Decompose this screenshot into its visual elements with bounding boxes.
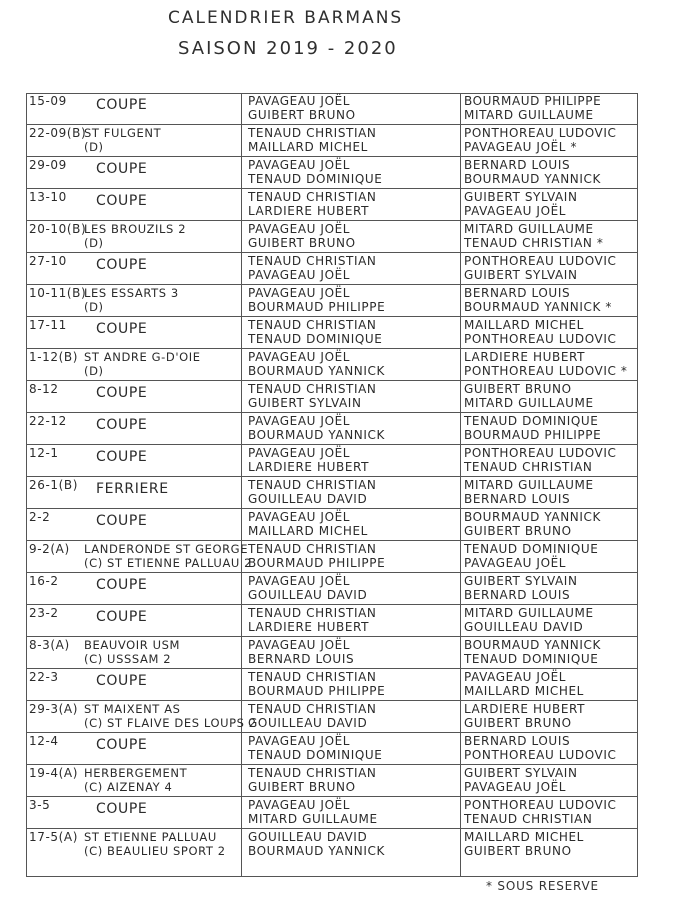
page-title: CALENDRIER BARMANS xyxy=(168,8,404,28)
match-event xyxy=(84,702,257,730)
barman-name: GUIBERT BRUNO xyxy=(248,108,356,122)
match-event xyxy=(96,802,147,817)
barman-name: TENAUD CHRISTIAN xyxy=(248,542,377,556)
barman-pair-1 xyxy=(248,382,377,410)
barman-name: PAVAGEAU JOËL xyxy=(464,204,567,218)
event-line: ST MAIXENT AS xyxy=(84,702,181,716)
event-line: (D) xyxy=(84,300,104,314)
table-row xyxy=(26,221,638,253)
barman-name: BOURMAUD PHILIPPE xyxy=(248,300,386,314)
barman-pair-1 xyxy=(248,798,378,826)
table-row xyxy=(26,509,638,541)
event-line: ST ANDRE G-D'OIE xyxy=(84,350,201,364)
table-row xyxy=(26,253,638,285)
barman-pair-2 xyxy=(464,606,594,634)
barman-name: BOURMAUD YANNICK xyxy=(248,844,385,858)
barman-name: TENAUD CHRISTIAN * xyxy=(464,236,604,250)
barman-name: BERNARD LOUIS xyxy=(464,492,571,506)
event-line: COUPE xyxy=(96,801,148,817)
barman-pair-2 xyxy=(464,446,616,474)
event-line: (D) xyxy=(84,364,104,378)
barman-pair-2 xyxy=(464,830,584,858)
barman-name: PAVAGEAU JOËL xyxy=(464,556,567,570)
barman-name: GUIBERT SYLVAIN xyxy=(464,268,578,282)
barman-name: BERNARD LOUIS xyxy=(248,652,355,666)
barman-pair-1 xyxy=(248,766,377,794)
barman-name: PAVAGEAU JOËL xyxy=(248,222,351,236)
match-event xyxy=(84,222,186,250)
barman-pair-2 xyxy=(464,574,578,602)
match-event xyxy=(96,674,147,689)
barman-name: GUIBERT BRUNO xyxy=(464,716,572,730)
footnote: * SOUS RESERVE xyxy=(486,879,599,893)
barman-name: TENAUD CHRISTIAN xyxy=(248,670,377,684)
barman-name: GUIBERT BRUNO xyxy=(464,524,572,538)
barman-name: PAVAGEAU JOËL xyxy=(248,734,351,748)
table-row xyxy=(26,733,638,765)
match-date: 22-3 xyxy=(29,670,59,684)
event-line: (C) ST ETIENNE PALLUAU 2 xyxy=(84,556,253,570)
match-event xyxy=(96,258,147,273)
event-line: COUPE xyxy=(96,257,148,273)
table-row xyxy=(26,317,638,349)
barman-name: MITARD GUILLAUME xyxy=(464,108,594,122)
match-event xyxy=(96,578,147,593)
barman-name: TENAUD CHRISTIAN xyxy=(248,702,377,716)
match-event xyxy=(84,638,180,666)
table-row xyxy=(26,829,638,877)
barman-name: TENAUD DOMINIQUE xyxy=(464,652,599,666)
barman-name: PAVAGEAU JOËL xyxy=(248,350,351,364)
barman-name: GUIBERT SYLVAIN xyxy=(464,766,578,780)
barman-name: PONTHOREAU LUDOVIC * xyxy=(464,364,628,378)
match-event xyxy=(96,514,147,529)
barman-name: PAVAGEAU JOËL xyxy=(464,670,567,684)
barman-name: MAILLARD MICHEL xyxy=(248,524,368,538)
match-date: 1-12(B) xyxy=(29,350,79,364)
barman-pair-1 xyxy=(248,222,356,250)
barman-name: LARDIERE HUBERT xyxy=(464,702,586,716)
barman-pair-1 xyxy=(248,318,382,346)
barman-name: PONTHOREAU LUDOVIC xyxy=(464,254,617,268)
barman-name: PONTHOREAU LUDOVIC xyxy=(464,126,617,140)
barman-name: BOURMAUD YANNICK xyxy=(464,638,601,652)
match-date: 20-10(B) xyxy=(29,222,87,236)
table-row xyxy=(26,477,638,509)
barman-name: BOURMAUD PHILIPPE xyxy=(464,428,602,442)
barman-pair-2 xyxy=(464,766,578,794)
barman-pair-1 xyxy=(248,158,382,186)
match-date: 9-2(A) xyxy=(29,542,70,556)
barman-name: TENAUD CHRISTIAN xyxy=(248,126,377,140)
barman-name: PONTHOREAU LUDOVIC xyxy=(464,748,617,762)
match-event xyxy=(84,766,187,794)
barman-name: MITARD GUILLAUME xyxy=(248,812,378,826)
match-event xyxy=(84,126,161,154)
event-line: (D) xyxy=(84,140,104,154)
barman-name: GUIBERT SYLVAIN xyxy=(464,190,578,204)
event-line: ST FULGENT xyxy=(84,126,162,140)
event-line: COUPE xyxy=(96,321,148,337)
table-row xyxy=(26,93,638,125)
table-row xyxy=(26,701,638,733)
barman-pair-1 xyxy=(248,446,369,474)
barman-pair-2 xyxy=(464,318,616,346)
event-line: COUPE xyxy=(96,193,148,209)
barman-name: TENAUD CHRISTIAN xyxy=(248,766,377,780)
match-date: 23-2 xyxy=(29,606,59,620)
barman-name: MAILLARD MICHEL xyxy=(464,684,584,698)
barman-name: PAVAGEAU JOËL xyxy=(248,446,351,460)
barman-name: BERNARD LOUIS xyxy=(464,588,571,602)
barman-name: TENAUD CHRISTIAN xyxy=(248,318,377,332)
event-line: (C) USSSAM 2 xyxy=(84,652,172,666)
barman-name: PAVAGEAU JOËL xyxy=(248,268,351,282)
barman-name: TENAUD DOMINIQUE xyxy=(248,748,383,762)
barman-pair-2 xyxy=(464,254,616,282)
table-row xyxy=(26,669,638,701)
barman-name: TENAUD CHRISTIAN xyxy=(464,812,593,826)
barman-pair-1 xyxy=(248,94,356,122)
barman-name: GUIBERT BRUNO xyxy=(248,780,356,794)
barman-pair-2 xyxy=(464,94,601,122)
event-line: ST ETIENNE PALLUAU xyxy=(84,830,217,844)
match-date: 17-5(A) xyxy=(29,830,79,844)
match-date: 15-09 xyxy=(29,94,67,108)
barman-pair-2 xyxy=(464,350,627,378)
barman-name: TENAUD CHRISTIAN xyxy=(248,478,377,492)
event-line: BEAUVOIR USM xyxy=(84,638,181,652)
match-date: 2-2 xyxy=(29,510,51,524)
barman-pair-2 xyxy=(464,478,594,506)
barman-name: LARDIERE HUBERT xyxy=(248,460,370,474)
table-row xyxy=(26,189,638,221)
barman-name: BOURMAUD YANNICK xyxy=(464,172,601,186)
barman-name: TENAUD DOMINIQUE xyxy=(248,332,383,346)
barman-name: PONTHOREAU LUDOVIC xyxy=(464,446,617,460)
event-line: (C) BEAULIEU SPORT 2 xyxy=(84,844,226,858)
barman-pair-2 xyxy=(464,126,616,154)
match-date: 22-09(B) xyxy=(29,126,87,140)
match-date: 3-5 xyxy=(29,798,51,812)
barman-pair-2 xyxy=(464,702,585,730)
barman-name: MITARD GUILLAUME xyxy=(464,396,594,410)
barman-name: GOUILLEAU DAVID xyxy=(248,830,368,844)
barman-name: TENAUD DOMINIQUE xyxy=(464,542,599,556)
match-event xyxy=(96,386,147,401)
match-event xyxy=(96,98,147,113)
barman-name: GOUILLEAU DAVID xyxy=(248,492,368,506)
barman-name: PONTHOREAU LUDOVIC xyxy=(464,798,617,812)
match-date: 12-1 xyxy=(29,446,59,460)
barman-pair-1 xyxy=(248,350,385,378)
barman-name: LARDIERE HUBERT xyxy=(464,350,586,364)
barman-name: PAVAGEAU JOËL xyxy=(248,574,351,588)
table-row xyxy=(26,349,638,381)
event-line: COUPE xyxy=(96,513,148,529)
barman-name: GUIBERT BRUNO xyxy=(464,844,572,858)
event-line: COUPE xyxy=(96,97,148,113)
barman-pair-2 xyxy=(464,798,616,826)
table-row xyxy=(26,605,638,637)
barman-pair-1 xyxy=(248,542,385,570)
match-event xyxy=(96,450,147,465)
match-event xyxy=(84,286,179,314)
match-date: 12-4 xyxy=(29,734,59,748)
barman-name: BOURMAUD YANNICK xyxy=(248,364,385,378)
event-line: COUPE xyxy=(96,161,148,177)
barman-name: BOURMAUD YANNICK xyxy=(248,428,385,442)
match-event xyxy=(84,830,226,858)
barman-pair-1 xyxy=(248,606,377,634)
event-line: LES BROUZILS 2 xyxy=(84,222,187,236)
barman-name: GUIBERT BRUNO xyxy=(248,236,356,250)
match-date: 29-09 xyxy=(29,158,67,172)
barman-name: TENAUD CHRISTIAN xyxy=(248,382,377,396)
barman-pair-2 xyxy=(464,222,604,250)
barman-name: MAILLARD MICHEL xyxy=(248,140,368,154)
barman-name: MAILLARD MICHEL xyxy=(464,830,584,844)
barman-name: MITARD GUILLAUME xyxy=(464,478,594,492)
event-line: FERRIERE xyxy=(96,481,169,497)
table-row xyxy=(26,157,638,189)
table-row xyxy=(26,765,638,797)
season-subtitle: SAISON 2019 - 2020 xyxy=(178,38,398,59)
barman-name: TENAUD DOMINIQUE xyxy=(248,172,383,186)
event-line: COUPE xyxy=(96,609,148,625)
barman-name: PAVAGEAU JOËL xyxy=(248,286,351,300)
match-date: 8-12 xyxy=(29,382,59,396)
barman-pair-1 xyxy=(248,670,385,698)
barman-name: PAVAGEAU JOËL xyxy=(248,94,351,108)
barman-name: TENAUD DOMINIQUE xyxy=(464,414,599,428)
match-event xyxy=(96,738,147,753)
barman-name: TENAUD CHRISTIAN xyxy=(248,606,377,620)
barman-name: BERNARD LOUIS xyxy=(464,286,571,300)
table-row xyxy=(26,285,638,317)
barman-pair-2 xyxy=(464,382,594,410)
barman-name: MAILLARD MICHEL xyxy=(464,318,584,332)
table-row xyxy=(26,573,638,605)
barman-pair-1 xyxy=(248,286,385,314)
match-event xyxy=(84,542,252,570)
barman-name: PAVAGEAU JOËL * xyxy=(464,140,578,154)
barman-pair-2 xyxy=(464,510,601,538)
match-date: 19-4(A) xyxy=(29,766,79,780)
barman-name: BERNARD LOUIS xyxy=(464,734,571,748)
event-line: (C) ST FLAIVE DES LOUPS 2 xyxy=(84,716,257,730)
match-date: 22-12 xyxy=(29,414,67,428)
event-line: (D) xyxy=(84,236,104,250)
barman-pair-1 xyxy=(248,414,385,442)
match-event xyxy=(96,162,147,177)
event-line: LANDERONDE ST GEORGE xyxy=(84,542,249,556)
match-date: 8-3(A) xyxy=(29,638,70,652)
barman-name: PAVAGEAU JOËL xyxy=(248,510,351,524)
barman-name: GUIBERT SYLVAIN xyxy=(248,396,362,410)
barman-pair-2 xyxy=(464,414,601,442)
barman-name: PAVAGEAU JOËL xyxy=(248,798,351,812)
match-date: 27-10 xyxy=(29,254,67,268)
event-line: COUPE xyxy=(96,449,148,465)
barman-pair-1 xyxy=(248,702,377,730)
event-line: HERBERGEMENT xyxy=(84,766,188,780)
match-date: 16-2 xyxy=(29,574,59,588)
event-line: COUPE xyxy=(96,417,148,433)
barman-name: BOURMAUD PHILIPPE xyxy=(248,556,386,570)
match-date: 17-11 xyxy=(29,318,67,332)
barman-name: BOURMAUD YANNICK * xyxy=(464,300,612,314)
barman-pair-1 xyxy=(248,126,377,154)
barman-pair-1 xyxy=(248,510,368,538)
barman-pair-2 xyxy=(464,190,578,218)
event-line: (C) AIZENAY 4 xyxy=(84,780,173,794)
barman-name: GOUILLEAU DAVID xyxy=(464,620,584,634)
barman-pair-1 xyxy=(248,830,385,858)
match-event xyxy=(96,482,169,497)
barman-name: GUIBERT BRUNO xyxy=(464,382,572,396)
barman-pair-2 xyxy=(464,158,601,186)
match-date: 26-1(B) xyxy=(29,478,79,492)
barman-name: BOURMAUD YANNICK xyxy=(464,510,601,524)
barman-name: MITARD GUILLAUME xyxy=(464,606,594,620)
barman-name: TENAUD CHRISTIAN xyxy=(464,460,593,474)
barman-name: BOURMAUD PHILIPPE xyxy=(248,684,386,698)
table-row xyxy=(26,413,638,445)
match-event xyxy=(96,418,147,433)
barman-name: PAVAGEAU JOËL xyxy=(248,414,351,428)
match-event xyxy=(96,610,147,625)
match-event xyxy=(84,350,201,378)
event-line: COUPE xyxy=(96,737,148,753)
barman-name: BERNARD LOUIS xyxy=(464,158,571,172)
table-row xyxy=(26,797,638,829)
barman-name: TENAUD CHRISTIAN xyxy=(248,190,377,204)
barman-name: PAVAGEAU JOËL xyxy=(248,158,351,172)
match-event xyxy=(96,322,147,337)
match-date: 29-3(A) xyxy=(29,702,79,716)
barman-name: PAVAGEAU JOËL xyxy=(464,780,567,794)
barman-pair-2 xyxy=(464,734,616,762)
barman-name: PONTHOREAU LUDOVIC xyxy=(464,332,617,346)
table-row xyxy=(26,637,638,669)
barman-pair-2 xyxy=(464,286,612,314)
match-date: 13-10 xyxy=(29,190,67,204)
table-row xyxy=(26,381,638,413)
barman-name: BOURMAUD PHILIPPE xyxy=(464,94,602,108)
event-line: COUPE xyxy=(96,673,148,689)
barman-name: GOUILLEAU DAVID xyxy=(248,588,368,602)
barman-name: MITARD GUILLAUME xyxy=(464,222,594,236)
barman-name: LARDIERE HUBERT xyxy=(248,204,370,218)
barman-pair-1 xyxy=(248,574,367,602)
barman-pair-1 xyxy=(248,734,382,762)
table-row xyxy=(26,541,638,573)
barman-pair-2 xyxy=(464,670,584,698)
barman-pair-1 xyxy=(248,254,377,282)
barman-pair-2 xyxy=(464,542,598,570)
barman-name: TENAUD CHRISTIAN xyxy=(248,254,377,268)
barman-name: GOUILLEAU DAVID xyxy=(248,716,368,730)
barman-pair-2 xyxy=(464,638,601,666)
match-event xyxy=(96,194,147,209)
barman-name: PAVAGEAU JOËL xyxy=(248,638,351,652)
event-line: COUPE xyxy=(96,385,148,401)
table-row xyxy=(26,125,638,157)
barman-pair-1 xyxy=(248,190,377,218)
barman-pair-1 xyxy=(248,638,354,666)
event-line: LES ESSARTS 3 xyxy=(84,286,179,300)
barman-pair-1 xyxy=(248,478,377,506)
event-line: COUPE xyxy=(96,577,148,593)
match-date: 10-11(B) xyxy=(29,286,87,300)
barman-name: GUIBERT SYLVAIN xyxy=(464,574,578,588)
table-row xyxy=(26,445,638,477)
barman-name: LARDIERE HUBERT xyxy=(248,620,370,634)
